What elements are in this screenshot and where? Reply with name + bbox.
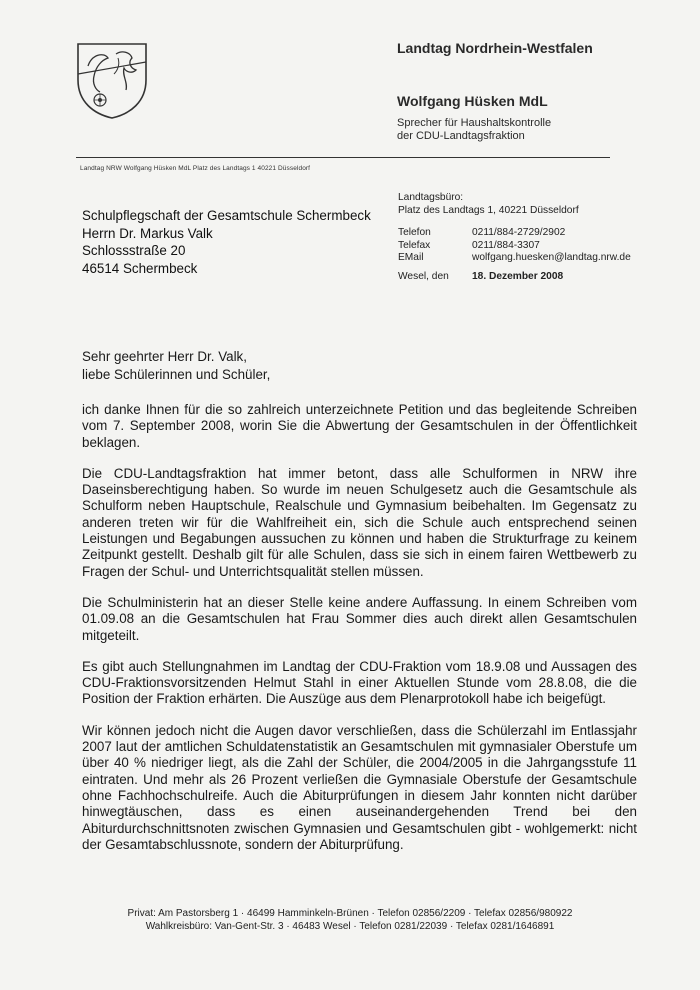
phone-label: Telefon	[398, 227, 431, 238]
letterhead-divider	[76, 157, 610, 158]
recipient-line: Schlossstraße 20	[82, 243, 186, 258]
organization-name: Landtag Nordrhein-Westfalen	[397, 40, 593, 56]
email-value: wolfgang.huesken@landtag.nrw.de	[472, 252, 631, 263]
body-paragraph: Es gibt auch Stellungnahmen im Landtag der CDU-Fraktion vom 18.9.08 und Aussagen des CDU-Fraktionsvorsitzenden Helmut Stahl in einer Aktuellen Stunde vom 28.8.08, die die Position der Fraktion erhärten. Die Auszüge aus dem Plenarprotokoll habe ich beigefügt.	[82, 658, 637, 707]
office-info	[398, 192, 631, 283]
sender-return-address: Landtag NRW Wolfgang Hüsken MdL Platz des Landtags 1 40221 Düsseldorf	[80, 165, 311, 172]
footer-constituency-office: Wahlkreisbüro: Van-Gent-Str. 3 · 46483 Wesel · Telefon 0281/22039 · Telefax 0281/1646891	[145, 920, 555, 932]
letter-body	[82, 402, 637, 868]
phone-row	[398, 227, 631, 240]
role-line: der CDU-Landtagsfraktion	[397, 130, 525, 142]
office-address: Platz des Landtags 1, 40221 Düsseldorf	[398, 204, 579, 216]
email-label: EMail	[398, 252, 424, 263]
recipient-line: 46514 Schermbeck	[82, 260, 198, 276]
body-paragraph: Die CDU-Landtagsfraktion hat immer betont, dass alle Schulformen in NRW ihre Daseinsberechtigung haben. So wurde im neuen Schulgesetz auch die Gesamtschule als Schulform neben Hauptschule, Realschule und Gymnasium beibehalten. Im Gegensatz zu anderen treten wir für die Wahlfreiheit ein, sich die Schule auch entsprechend seinen Leistungen und Begabungen aussuchen zu können und haben die Strukturfrage zu keinem Zeitpunkt gestellt. Deshalb gilt für alle Schulen, dass sie sich in einem fairen Wettbewerb zu Fragen der Schul- und Unterrichtsqualität stellen müssen.	[82, 465, 637, 579]
fax-value: 0211/884-3307	[472, 239, 540, 251]
phone-value: 0211/884-2729/2902	[472, 227, 566, 238]
recipient-line: Schulpflegschaft der Gesamtschule Schermbeck	[82, 208, 371, 223]
body-paragraph: Die Schulministerin hat an dieser Stelle keine andere Auffassung. In einem Schreiben vom 01.09.08 an die Gesamtschulen hat Frau Sommer dies auch direkt allen Gesamtschulen mitgeteilt.	[82, 594, 637, 643]
nrw-coat-of-arms-icon	[74, 40, 150, 120]
fax-label: Telefax	[398, 239, 431, 251]
salutation	[82, 348, 270, 384]
date-row	[398, 271, 631, 284]
footer-private-address: Privat: Am Pastorsberg 1 · 46499 Hamminkeln-Brünen · Telefon 02856/2209 · Telefax 02856/980922	[127, 908, 573, 919]
fax-row	[398, 240, 631, 253]
date-label: Wesel, den	[398, 270, 449, 282]
body-paragraph: Wir können jedoch nicht die Augen davor verschließen, dass die Schülerzahl im Entlassjahr 2007 laut der amtlichen Schuldatenstatistik an Gesamtschulen mit gymnasialer Oberstufe um über 40 % niedriger liegt, als die Zahl der Schüler, die 2004/2005 in die Jahrgangsstufe 11 eintraten. Und mehr als 26 Prozent verließen die Gymnasiale Oberstufe der Gesamtschule ohne Fachhochschulreife. Auch die Abiturprüfungen in diesem Jahr konnten nicht darüber hinwegtäuschen, dass es einen auseinandergehenden Trend bei den Abiturdurchschnittsnoten zwischen Gymnasien und Gesamtschulen gibt - wohlgemerkt: nicht der Gesamtabschlussnote, sondern der Abiturprüfung.	[82, 722, 637, 852]
member-role	[397, 117, 551, 143]
letter-date: 18. Dezember 2008	[472, 270, 564, 282]
recipient-address	[82, 207, 371, 277]
email-row	[398, 252, 631, 265]
recipient-line: Herrn Dr. Markus Valk	[82, 225, 213, 241]
salutation-line: Sehr geehrter Herr Dr. Valk,	[82, 349, 247, 364]
office-label: Landtagsbüro:	[398, 192, 464, 203]
salutation-line: liebe Schülerinnen und Schüler,	[82, 367, 271, 382]
member-name: Wolfgang Hüsken MdL	[397, 93, 548, 109]
role-line: Sprecher für Haushaltskontrolle	[397, 117, 552, 129]
letter-footer	[0, 908, 700, 933]
body-paragraph: ich danke Ihnen für die so zahlreich unterzeichnete Petition und das begleitende Schreiben vom 7. September 2008, worin Sie die Abwertung der Gesamtschulen in der Öffentlichkeit beklagen.	[82, 402, 637, 450]
